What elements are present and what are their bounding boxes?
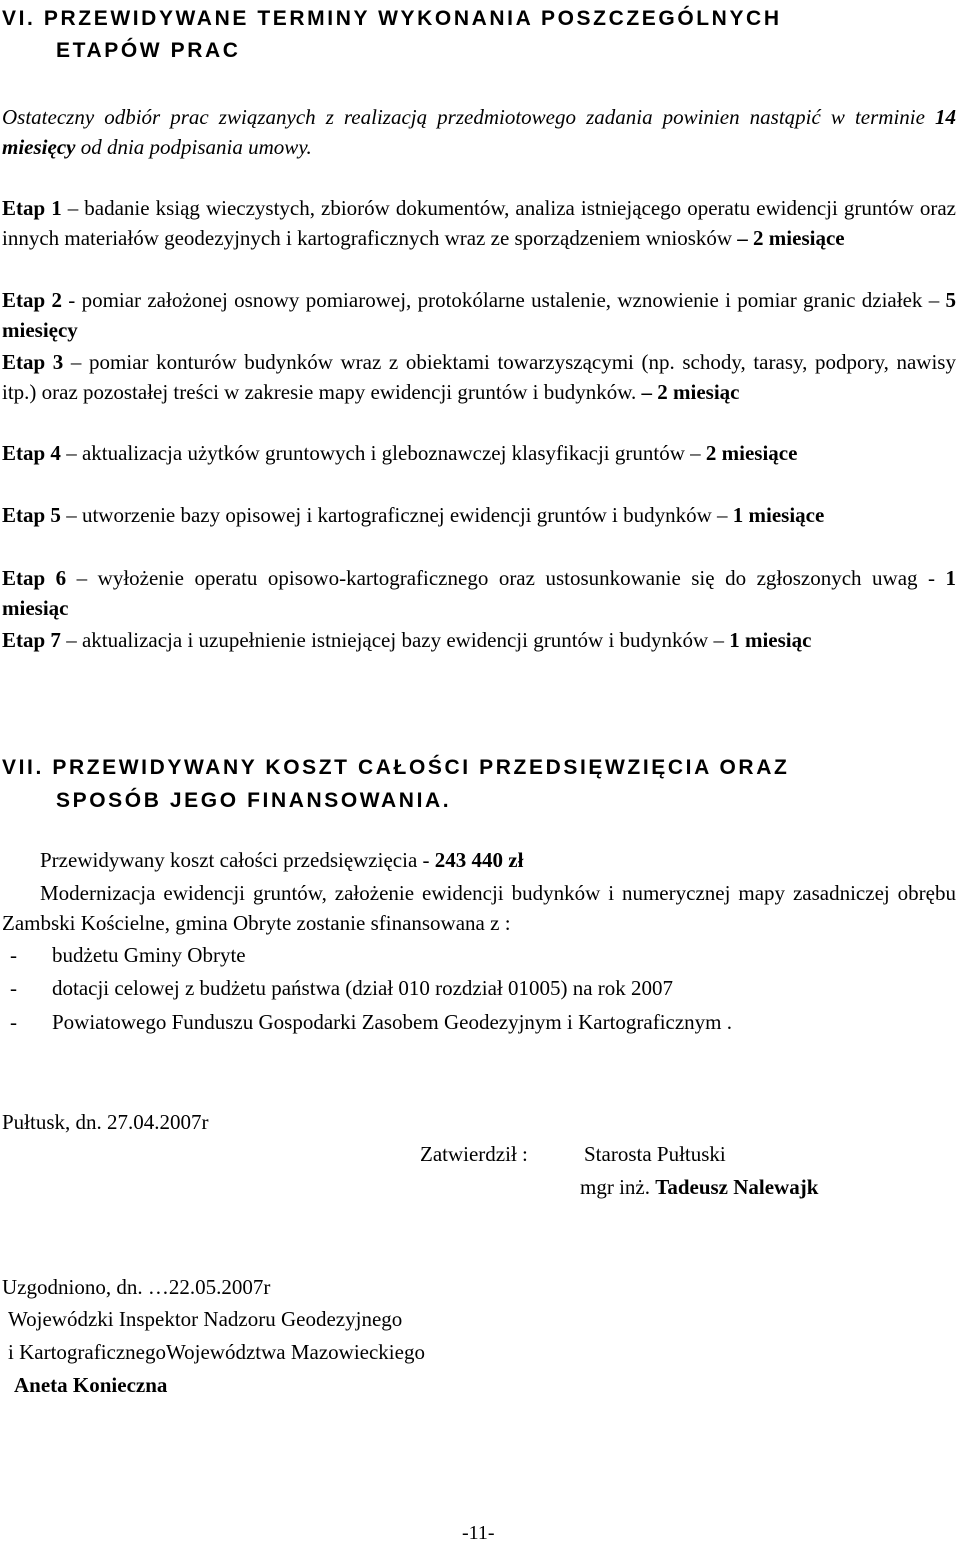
agreement-name xyxy=(14,1370,167,1400)
approver-title: Starosta Pułtuski xyxy=(584,1142,726,1166)
agreement-date: Uzgodniono, dn. …22.05.2007r xyxy=(2,1275,271,1299)
section-6-heading-line1: VI. PRZEWIDYWANE TERMINY WYKONANIA POSZCZEGÓLNYCH xyxy=(2,7,782,30)
agreement-line1: Wojewódzki Inspektor Nadzoru Geodezyjnego xyxy=(8,1307,403,1331)
etap-text: – badanie ksiąg wieczystych, zbiorów dokumentów, analiza istniejącego operatu ewidencji gruntów oraz innych materiałów geodezyjnych i kartograficznych wraz ze sporządzeniem wniosków xyxy=(2,196,957,250)
approver-name: Tadeusz Nalewajk xyxy=(655,1175,819,1199)
etap-7-paragraph xyxy=(2,625,956,655)
section-7-heading-line1: VII. PRZEWIDYWANY KOSZT CAŁOŚCI PRZEDSIĘWZIĘCIA ORAZ xyxy=(2,756,790,779)
etap-label: Etap 2 xyxy=(2,288,62,312)
intro-bold: 14 miesięcy xyxy=(2,105,956,159)
etap-duration: – 2 miesiące xyxy=(737,226,845,250)
etap-duration: – 2 miesiąc xyxy=(641,380,740,404)
etap-duration: 5 miesięcy xyxy=(2,288,956,342)
etap-1-paragraph xyxy=(2,193,956,253)
approver-line xyxy=(580,1172,818,1202)
cost-label: Przewidywany koszt całości przedsięwzięcia - xyxy=(40,848,435,872)
etap-duration: 2 miesiące xyxy=(705,441,798,465)
etap-2-paragraph xyxy=(2,285,956,345)
place-date: Pułtusk, dn. 27.04.2007r xyxy=(2,1110,209,1134)
funding-source-item: - dotacji celowej z budżetu państwa (dział 010 rozdział 01005) na rok 2007 xyxy=(10,976,674,1000)
etap-duration: 1 miesiące xyxy=(732,503,825,527)
etap-label: Etap 4 xyxy=(2,441,61,465)
etap-duration: 1 miesiąc xyxy=(2,566,956,620)
etap-text: – utworzenie bazy opisowej i kartograficznej ewidencji gruntów i budynków – xyxy=(60,503,733,527)
funding-source-item: - Powiatowego Funduszu Gospodarki Zasobem Geodezyjnym i Kartograficznym . xyxy=(10,1010,733,1034)
etap-6-paragraph xyxy=(2,563,956,623)
approver-prefix: mgr inż. xyxy=(580,1175,656,1199)
funding-source-text: budżetu Gminy Obryte xyxy=(52,943,246,967)
funding-source-text: dotacji celowej z budżetu państwa (dział 010 rozdział 01005) na rok 2007 xyxy=(52,976,674,1000)
etap-label: Etap 1 xyxy=(2,196,62,220)
intro-paragraph xyxy=(2,102,956,162)
etap-text: - pomiar założonej osnowy pomiarowej, protokólarne ustalenie, wznowienie i pomiar granic działek – xyxy=(61,288,946,312)
intro-post: od dnia podpisania umowy. xyxy=(75,135,312,159)
etap-label: Etap 3 xyxy=(2,350,64,374)
page-number: -11- xyxy=(462,1522,495,1544)
etap-text: – wyłożenie operatu opisowo-kartograficznego oraz ustosunkowanie się do zgłoszonych uwag - xyxy=(66,566,946,590)
section-6-heading-line2: ETAPÓW PRAC xyxy=(56,39,241,62)
funding-source-item: - budżetu Gminy Obryte xyxy=(10,943,246,967)
etap-3-paragraph xyxy=(2,347,956,407)
etap-text: – aktualizacja i uzupełnienie istniejącej bazy ewidencji gruntów i budynków – xyxy=(60,628,730,652)
funding-paragraph: Modernizacja ewidencji gruntów, założenie ewidencji budynków i numerycznej mapy zasadniczej obrębu Zambski Kościelne, gmina Obryte zostanie sfinansowana z : xyxy=(2,881,956,935)
funding-source-text: Powiatowego Funduszu Gospodarki Zasobem Geodezyjnym i Kartograficznym . xyxy=(52,1010,733,1034)
intro-pre: Ostateczny odbiór prac związanych z realizacją przedmiotowego zadania powinien nastąpić w terminie xyxy=(2,105,935,129)
etap-duration: 1 miesiąc xyxy=(729,628,812,652)
agreement-name-text: Aneta Konieczna xyxy=(14,1373,168,1397)
etap-4-paragraph xyxy=(2,438,956,468)
etap-label: Etap 7 xyxy=(2,628,61,652)
cost-line xyxy=(40,845,523,875)
agreement-line2: i KartograficznegoWojewództwa Mazowieckiego xyxy=(8,1340,425,1364)
etap-label: Etap 5 xyxy=(2,503,61,527)
etap-5-paragraph xyxy=(2,500,956,530)
etap-text: – aktualizacja użytków gruntowych i gleboznawczej klasyfikacji gruntów – xyxy=(60,441,706,465)
etap-label: Etap 6 xyxy=(2,566,67,590)
cost-value: 243 440 zł xyxy=(434,848,524,872)
etap-text: – pomiar konturów budynków wraz z obiektami towarzyszącymi (np. schody, tarasy, podpory, nawisy itp.) oraz pozostałej treści w zakresie mapy ewidencji gruntów i budynków. xyxy=(2,350,956,404)
approved-label: Zatwierdził : xyxy=(420,1142,528,1166)
section-7-heading-line2: SPOSÓB JEGO FINANSOWANIA. xyxy=(56,789,452,812)
